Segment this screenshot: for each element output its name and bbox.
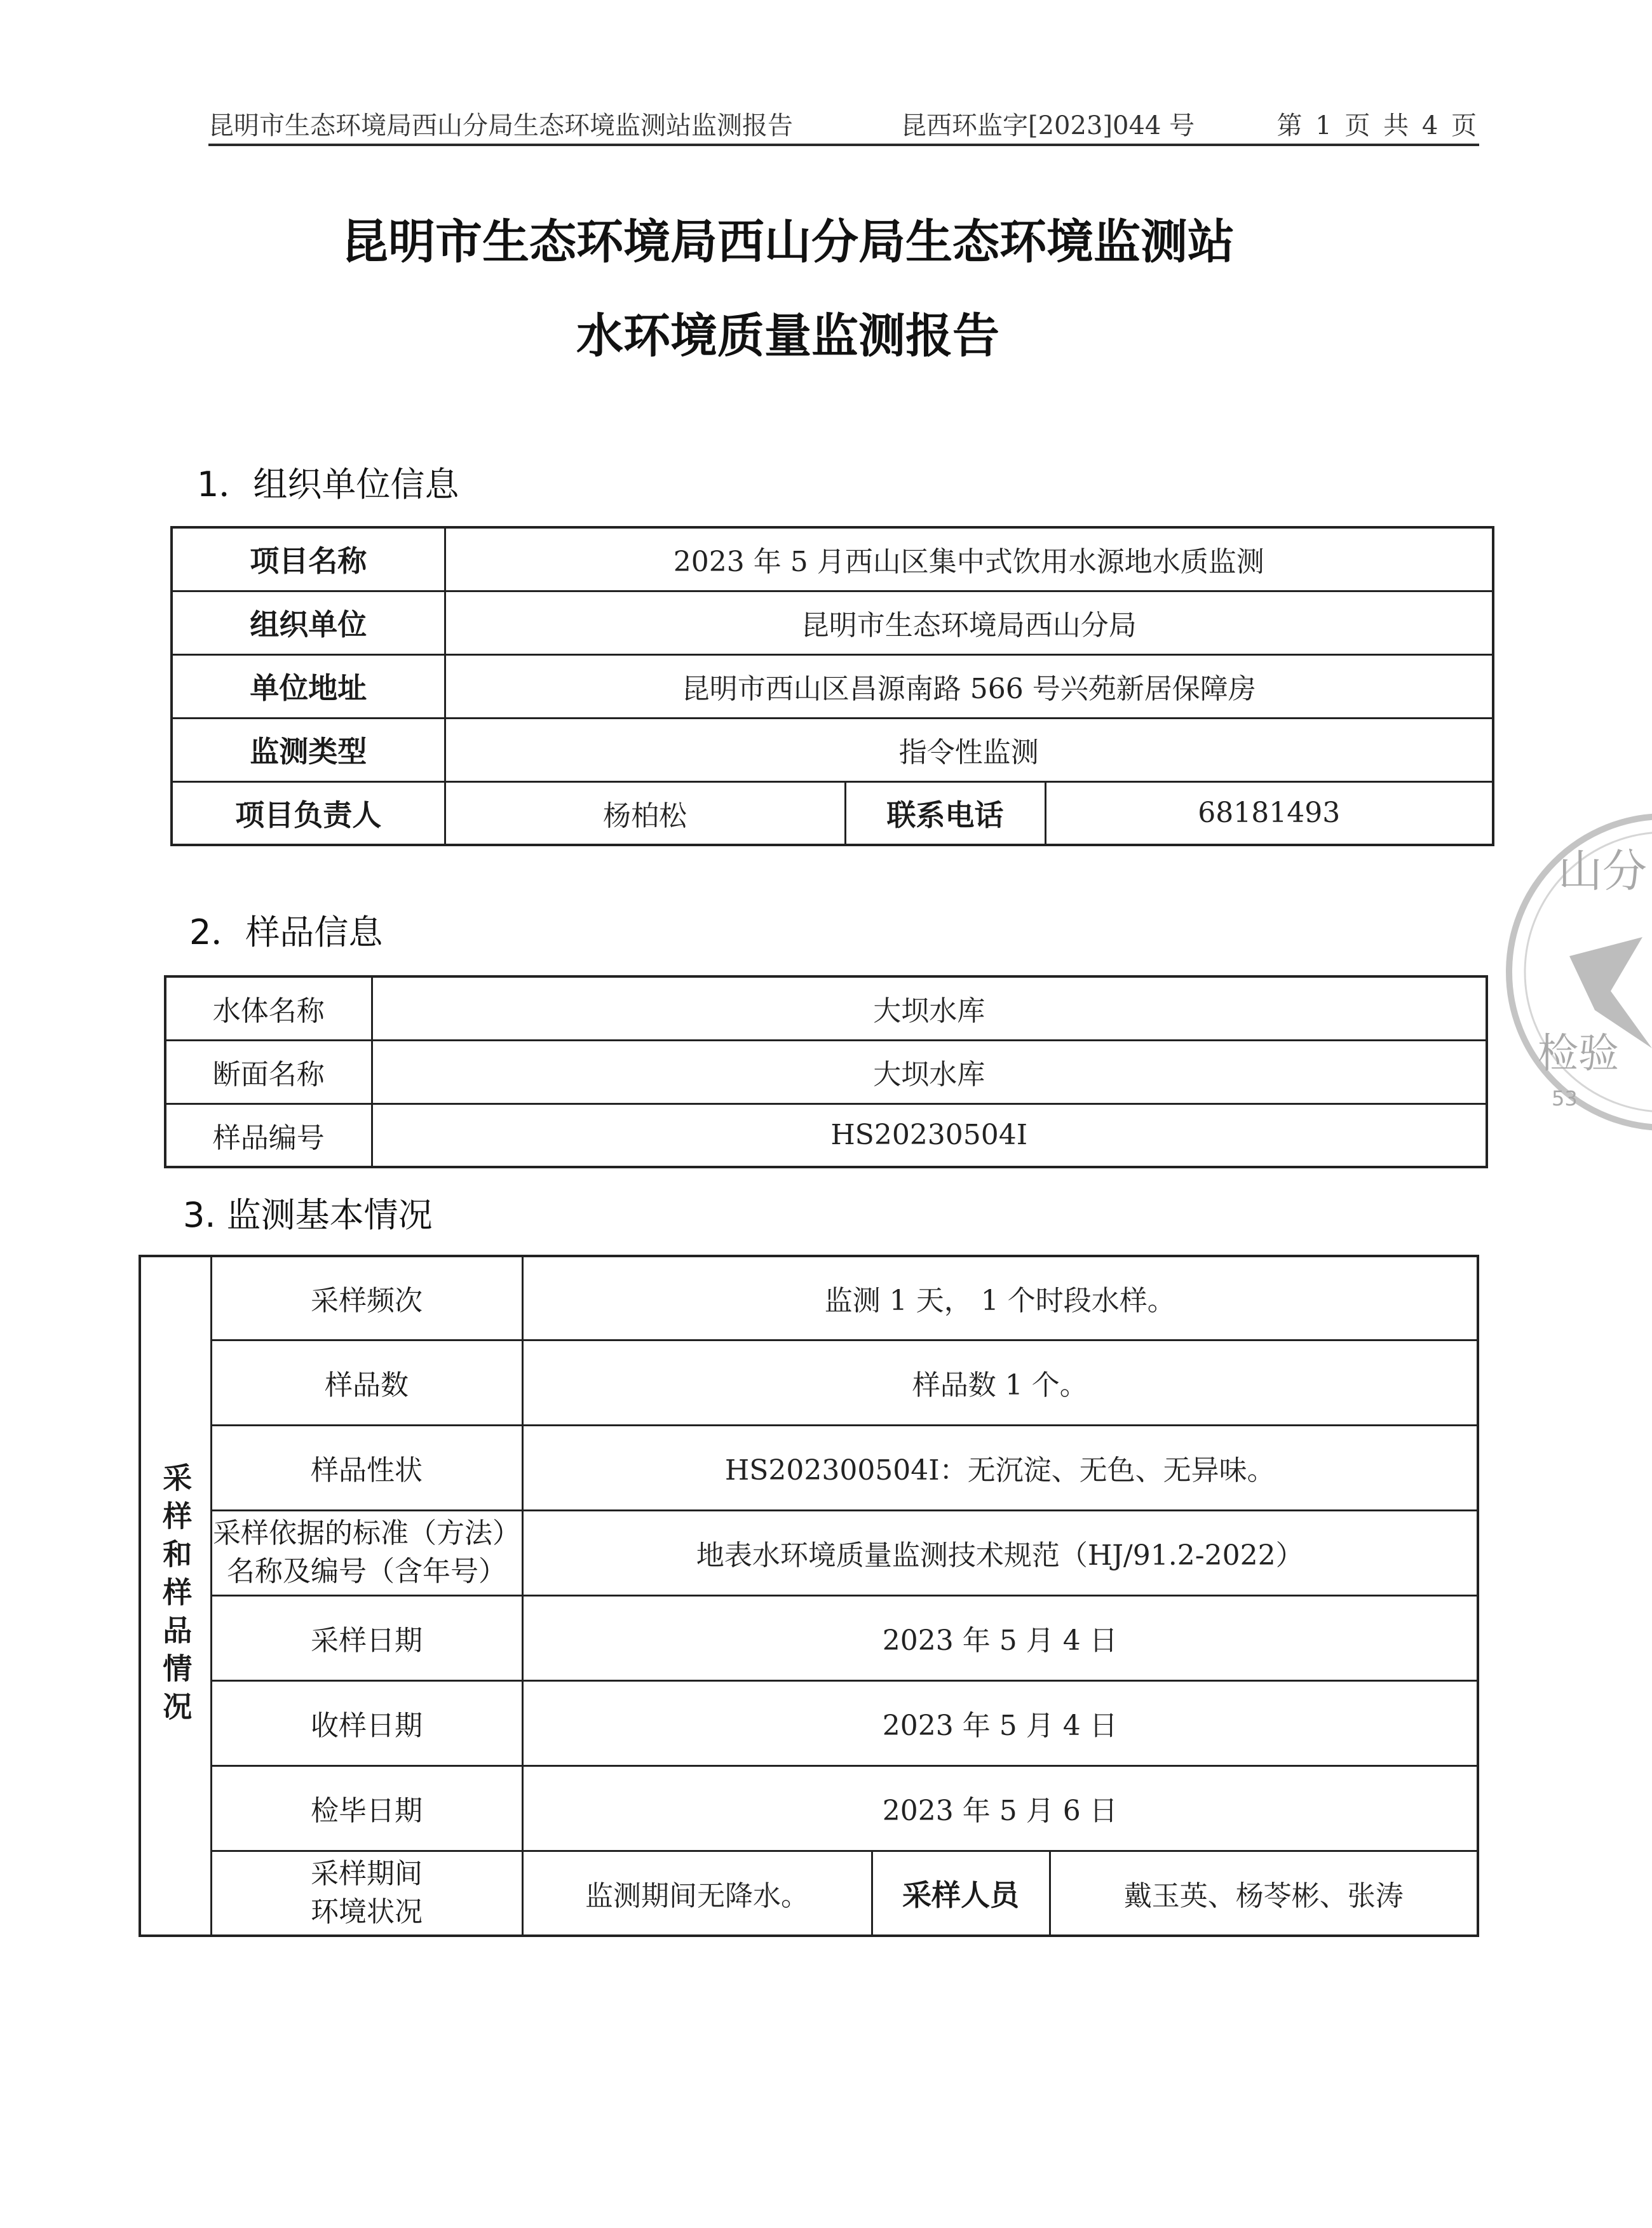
page-header xyxy=(208,100,1479,146)
seal-text-top: 山分 xyxy=(1558,845,1647,897)
section1-heading: 1．组织单位信息 xyxy=(197,464,459,504)
header-page-number: 第 1 页 共 4 页 xyxy=(1276,111,1479,140)
water-body-value: 大坝水库 xyxy=(372,976,1487,1040)
section-name-value: 大坝水库 xyxy=(372,1040,1487,1104)
finish-date-value: 2023 年 5 月 6 日 xyxy=(522,1766,1478,1851)
header-org-title: 昆明市生态环境局西山分局生态环境监测站监测报告 xyxy=(208,111,793,140)
frequency-label: 采样频次 xyxy=(211,1256,522,1340)
project-name-label: 项目名称 xyxy=(172,527,445,591)
monitor-type-value: 指令性监测 xyxy=(445,718,1493,781)
seal-digits: 53 xyxy=(1552,1086,1578,1111)
finish-date-label: 检毕日期 xyxy=(211,1766,522,1851)
sampling-group-label: 采样和样品情况 xyxy=(140,1256,211,1936)
sample-info-table xyxy=(164,975,1488,1168)
sampling-date-label: 采样日期 xyxy=(211,1595,522,1680)
environment-label-line1: 采样期间 xyxy=(311,1857,423,1890)
water-body-label: 水体名称 xyxy=(165,976,372,1040)
monitor-type-label: 监测类型 xyxy=(172,718,445,781)
sampling-staff-label: 采样人员 xyxy=(872,1851,1050,1936)
address-label: 单位地址 xyxy=(172,654,445,718)
sample-count-value: 样品数 1 个。 xyxy=(522,1340,1478,1425)
sampling-standard-label-line2: 名称及编号（含年号） xyxy=(227,1555,506,1588)
section-name-label: 断面名称 xyxy=(165,1040,372,1104)
section2-heading: 2．样品信息 xyxy=(189,912,383,952)
receive-date-label: 收样日期 xyxy=(211,1680,522,1766)
header-doc-number: 昆西环监字[2023]044 号 xyxy=(901,111,1195,140)
official-seal-stamp xyxy=(1500,800,1652,1131)
project-name-value: 2023 年 5 月西山区集中式饮用水源地水质监测 xyxy=(445,527,1493,591)
section3-heading: 3. 监测基本情况 xyxy=(183,1195,433,1235)
sample-properties-label: 样品性状 xyxy=(211,1425,522,1510)
address-value: 昆明市西山区昌源南路 566 号兴苑新居保障房 xyxy=(445,654,1493,718)
report-title-line1: 昆明市生态环境局西山分局生态环境监测站 xyxy=(341,215,1235,269)
phone-value: 68181493 xyxy=(1045,781,1493,845)
environment-value: 监测期间无降水。 xyxy=(522,1851,872,1936)
monitoring-basic-table xyxy=(139,1255,1479,1937)
receive-date-value: 2023 年 5 月 4 日 xyxy=(522,1680,1478,1766)
sampling-standard-label-line1: 采样依据的标准（方法） xyxy=(213,1517,520,1549)
org-info-table xyxy=(170,526,1494,846)
sample-count-label: 样品数 xyxy=(211,1340,522,1425)
phone-label: 联系电话 xyxy=(845,781,1045,845)
sampling-standard-label xyxy=(211,1510,522,1595)
sampling-standard-value: 地表水环境质量监测技术规范（HJ/91.2-2022） xyxy=(522,1510,1478,1595)
org-value: 昆明市生态环境局西山分局 xyxy=(445,591,1493,654)
environment-label-line2: 环境状况 xyxy=(311,1895,423,1928)
seal-text-bottom: 检验 xyxy=(1538,1030,1619,1077)
sample-number-label: 样品编号 xyxy=(165,1104,372,1167)
org-label: 组织单位 xyxy=(172,591,445,654)
sample-number-value: HS20230504I xyxy=(372,1104,1487,1167)
leader-label: 项目负责人 xyxy=(172,781,445,845)
sampling-date-value: 2023 年 5 月 4 日 xyxy=(522,1595,1478,1680)
header-rule xyxy=(208,144,1479,146)
report-title-line2: 水环境质量监测报告 xyxy=(576,309,999,363)
frequency-value: 监测 1 天， 1 个时段水样。 xyxy=(522,1256,1478,1340)
leader-value: 杨柏松 xyxy=(445,781,845,845)
sample-properties-value: HS202300504I：无沉淀、无色、无异味。 xyxy=(522,1425,1478,1510)
sampling-staff-value: 戴玉英、杨苓彬、张涛 xyxy=(1050,1851,1478,1936)
environment-label xyxy=(211,1851,522,1936)
